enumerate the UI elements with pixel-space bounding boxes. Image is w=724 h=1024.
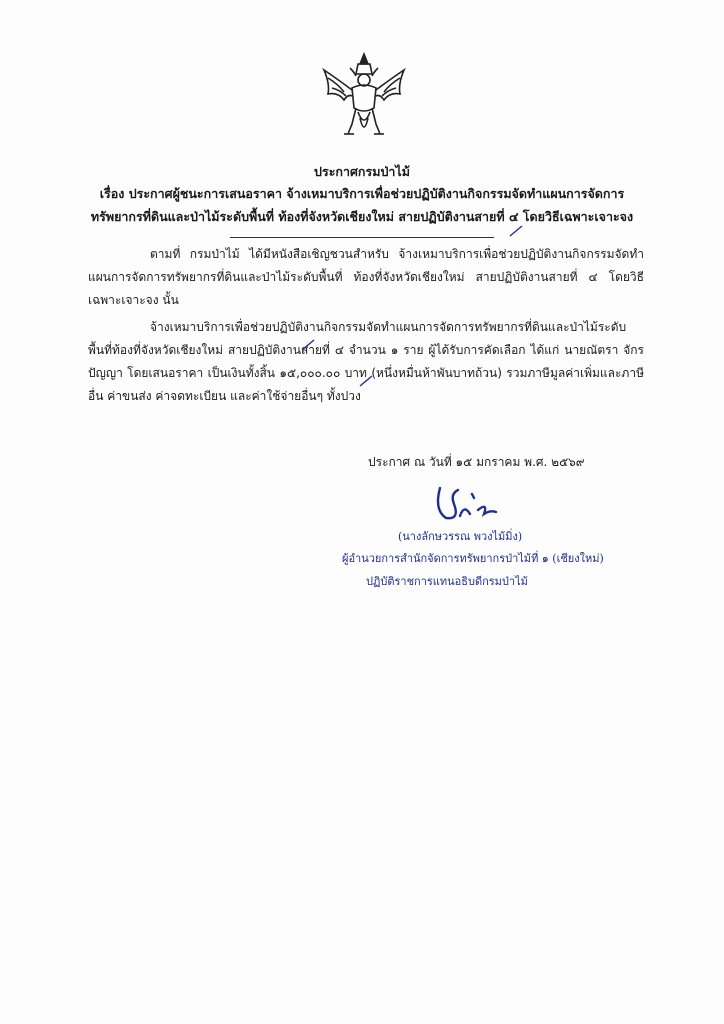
paragraph-2-text: จ้างเหมาบริการเพื่อช่วยปฏิบัติงานกิจกรรมจัดทำแผนการจัดการทรัพยากรที่ดินและป่าไม้ระดับพื้นที่ท้องที่จังหวัดเชียงใหม่ สายปฏิบัติงานสายที่ ๔ จำนวน ๑ ราย ผู้ได้รับการคัดเลือก ได้แก่ นายณัตรา จักรปัญญา โดยเสนอราคา เป็นเงินทั้งสิ้น ๑๕,๐๐๐.๐๐ บาท (หนึ่งหมื่นห้าพันบาทถ้วน) รวมภาษีมูลค่าเพิ่มและภาษีอื่น ค่าขนส่ง ค่าจดทะเบียน และค่าใช้จ่ายอื่นๆ ทั้งปวง [88, 320, 644, 403]
announcement-date: ประกาศ ณ วันที่ ๑๕ มกราคม พ.ศ. ๒๕๖๙ [368, 455, 585, 469]
signatory-position: ผู้อำนวยการสำนักจัดการทรัพยากรป่าไม้ที่ ๑ (เชียงใหม่) [342, 552, 604, 565]
correction-mark-icon [358, 374, 374, 388]
body-paragraph-2 [88, 316, 644, 408]
subject-line-1: เรื่อง ประกาศผู้ชนะการเสนอราคา จ้างเหมาบริการเพื่อช่วยปฏิบัติงานกิจกรรมจัดทำแผนการจัดการ [99, 186, 625, 201]
signatory-name: (นางลักษวรรณ พวงไม้มิ่ง) [398, 530, 523, 543]
handwritten-signature [430, 480, 520, 525]
correction-mark-icon [300, 338, 316, 352]
signatory-acting: ปฏิบัติราชการแทนอธิบดีกรมป่าไม้ [366, 575, 528, 588]
correction-mark-icon [508, 224, 524, 238]
subject-line-2: ทรัพยากรที่ดินและป่าไม้ระดับพื้นที่ ท้องที่จังหวัดเชียงใหม่ สายปฏิบัติงานสายที่ ๔ โดยวิธีเฉพาะเจาะจง [90, 209, 634, 224]
announcement-title: ประกาศกรมป่าไม้ [314, 164, 410, 179]
paragraph-1-text: ตามที่ กรมป่าไม้ ได้มีหนังสือเชิญชวนสำหรับ จ้างเหมาบริการเพื่อช่วยปฏิบัติงานกิจกรรมจัดทำแผนการจัดการทรัพยากรที่ดินและป่าไม้ระดับพื้นที่ ท้องที่จังหวัดเชียงใหม่ สายปฏิบัติงานสายที่ ๔ โดยวิธีเฉพาะเจาะจง นั้น [88, 247, 644, 307]
garuda-emblem-icon [314, 48, 414, 148]
body-paragraph-1 [88, 243, 644, 312]
divider-line [230, 237, 494, 238]
announcement-subject [60, 182, 664, 228]
